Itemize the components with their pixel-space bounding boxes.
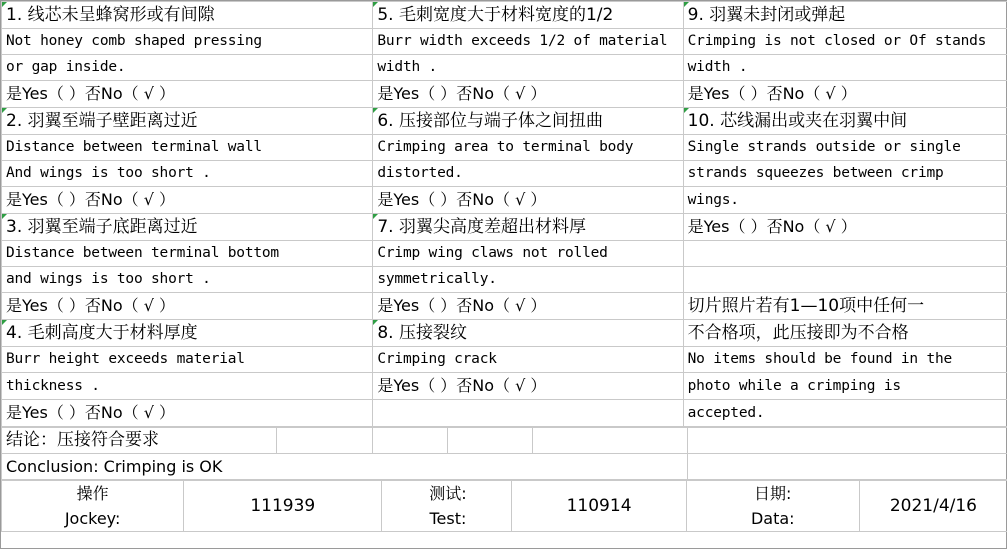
item-6-desc-line2: distorted.: [373, 161, 683, 187]
conclusion-table: [1, 427, 1007, 480]
item-4-desc-line1: Burr height exceeds material: [2, 347, 373, 373]
note-line3: No items should be found in the: [683, 347, 1007, 373]
item-1-answer[interactable]: 是Yes（ ）否No（ √ ）: [2, 81, 373, 108]
inspection-table: [1, 1, 1007, 427]
item-8-answer[interactable]: 是Yes（ ）否No（ √ ）: [373, 373, 683, 400]
item-2-desc-line2: And wings is too short .: [2, 161, 373, 187]
item-9-title: 9. 羽翼未封闭或弹起: [683, 2, 1007, 29]
note-line4: photo while a crimping is: [683, 373, 1007, 400]
item-1-desc-line1: Not honey comb shaped pressing: [2, 29, 373, 55]
jockey-value[interactable]: 111939: [184, 481, 382, 532]
conclusion-row-en: [2, 454, 1007, 480]
checklist-body: [2, 2, 1007, 427]
test-label: [382, 481, 512, 532]
jockey-label: [2, 481, 184, 532]
table-row: [2, 29, 1007, 55]
table-row: [2, 293, 1007, 320]
table-row: [2, 320, 1007, 347]
date-label-en: Data:: [750, 509, 795, 528]
item-9-desc-line2: width .: [683, 55, 1007, 81]
conclusion-en: Conclusion: Crimping is OK: [2, 454, 688, 480]
item-10-answer[interactable]: 是Yes（ ）否No（ √ ）: [683, 214, 1007, 241]
item-10-title: 10. 芯线漏出或夹在羽翼中间: [683, 108, 1007, 135]
empty-cell: [683, 241, 1007, 267]
date-label: [686, 481, 859, 532]
item-7-desc-line1: Crimp wing claws not rolled: [373, 241, 683, 267]
test-label-cn: 测试:: [429, 484, 467, 503]
empty-cell: [373, 400, 683, 427]
item-6-answer[interactable]: 是Yes（ ）否No（ √ ）: [373, 187, 683, 214]
date-label-cn: 日期:: [754, 484, 792, 503]
item-4-title: 4. 毛刺高度大于材料厚度: [2, 320, 373, 347]
item-2-answer[interactable]: 是Yes（ ）否No（ √ ）: [2, 187, 373, 214]
empty-cell: [373, 428, 448, 454]
item-6-title: 6. 压接部位与端子体之间扭曲: [373, 108, 683, 135]
table-row: [2, 214, 1007, 241]
item-9-answer[interactable]: 是Yes（ ）否No（ √ ）: [683, 81, 1007, 108]
note-line2: 不合格项，此压接即为不合格: [683, 320, 1007, 347]
item-7-title: 7. 羽翼尖高度差超出材料厚: [373, 214, 683, 241]
item-7-desc-line2: symmetrically.: [373, 267, 683, 293]
jockey-label-en: Jockey:: [64, 509, 121, 528]
conclusion-row-cn: [2, 428, 1007, 454]
item-1-title: 1. 线芯未呈蜂窝形或有间隙: [2, 2, 373, 29]
item-7-answer[interactable]: 是Yes（ ）否No（ √ ）: [373, 293, 683, 320]
item-10-desc-line3: wings.: [683, 187, 1007, 214]
item-5-answer[interactable]: 是Yes（ ）否No（ √ ）: [373, 81, 683, 108]
item-2-desc-line1: Distance between terminal wall: [2, 135, 373, 161]
conclusion-cn: 结论：压接符合要求: [2, 428, 277, 454]
empty-cell: [532, 428, 687, 454]
item-5-title: 5. 毛刺宽度大于材料宽度的1/2: [373, 2, 683, 29]
table-row: [2, 267, 1007, 293]
empty-cell: [683, 267, 1007, 293]
empty-cell: [687, 428, 1007, 454]
table-row: [2, 161, 1007, 187]
item-5-desc-line1: Burr width exceeds 1/2 of material: [373, 29, 683, 55]
date-value[interactable]: 2021/4/16: [859, 481, 1007, 532]
jockey-label-cn: 操作: [76, 484, 109, 503]
item-8-title: 8. 压接裂纹: [373, 320, 683, 347]
item-8-desc-line1: Crimping crack: [373, 347, 683, 373]
table-row: [2, 347, 1007, 373]
item-10-desc-line1: Single strands outside or single: [683, 135, 1007, 161]
empty-cell: [277, 428, 373, 454]
item-6-desc-line1: Crimping area to terminal body: [373, 135, 683, 161]
table-row: [2, 55, 1007, 81]
table-row: [2, 135, 1007, 161]
item-3-desc-line2: and wings is too short .: [2, 267, 373, 293]
item-9-desc-line1: Crimping is not closed or Of stands: [683, 29, 1007, 55]
item-2-title: 2. 羽翼至端子壁距离过近: [2, 108, 373, 135]
test-value[interactable]: 110914: [512, 481, 686, 532]
item-5-desc-line2: width .: [373, 55, 683, 81]
item-1-desc-line2: or gap inside.: [2, 55, 373, 81]
item-3-desc-line1: Distance between terminal bottom: [2, 241, 373, 267]
table-row: [2, 187, 1007, 214]
note-line5: accepted.: [683, 400, 1007, 427]
table-row: [2, 400, 1007, 427]
note-line1: 切片照片若有1—10项中任何一: [683, 293, 1007, 320]
table-row: [2, 2, 1007, 29]
table-row: [2, 108, 1007, 135]
table-row: [2, 81, 1007, 108]
item-10-desc-line2: strands squeezes between crimp: [683, 161, 1007, 187]
item-3-title: 3. 羽翼至端子底距离过近: [2, 214, 373, 241]
item-4-answer[interactable]: 是Yes（ ）否No（ √ ）: [2, 400, 373, 427]
empty-cell: [687, 454, 1007, 480]
empty-cell: [448, 428, 532, 454]
signature-table: [1, 480, 1007, 532]
table-row: [2, 373, 1007, 400]
test-label-en: Test:: [429, 509, 467, 528]
item-4-desc-line2: thickness .: [2, 373, 373, 400]
signature-row: [2, 481, 1007, 532]
table-row: [2, 241, 1007, 267]
item-3-answer[interactable]: 是Yes（ ）否No（ √ ）: [2, 293, 373, 320]
